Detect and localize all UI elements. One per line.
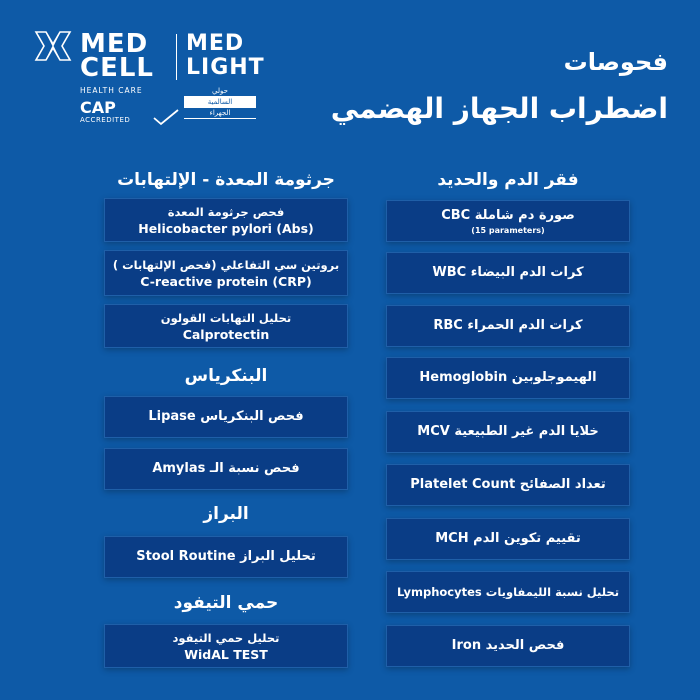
test-item-iron [386, 625, 630, 667]
test-item-label: كرات الدم الحمراء RBC [433, 318, 583, 333]
test-item-lipase [104, 396, 348, 438]
section-heading-pancreas: البنكرياس [184, 366, 268, 386]
test-item-label: الهيموجلوبين Hemoglobin [419, 370, 597, 385]
brand-health-care: HEALTH CARE [80, 86, 143, 95]
test-item-widal [104, 624, 348, 668]
test-item-lymphocytes [386, 571, 630, 613]
test-item-amylas [104, 448, 348, 490]
test-item-calprotectin [104, 304, 348, 348]
test-item-label: تحليل نسبة الليمفاويات Lymphocytes [396, 585, 620, 599]
test-item-label: تحليل البراز Stool Routine [136, 549, 316, 564]
test-item-label: تعداد الصفائح Platelet Count [410, 477, 606, 492]
test-item-sublabel: Helicobacter pylori (Abs) [138, 220, 314, 236]
cap-title: CAP [80, 98, 116, 117]
test-item-label: فحص الحديد Iron [451, 638, 565, 653]
test-item-rbc [386, 305, 630, 347]
test-item-platelet [386, 464, 630, 506]
test-item-sublabel: Calprotectin [182, 326, 270, 342]
page-title-line-2: اضطراب الجهاز الهضمي [330, 92, 668, 125]
section-heading-stool: البراز [203, 504, 249, 524]
page-title-line-1: فحوصات [563, 48, 668, 76]
test-item-mch [386, 518, 630, 560]
logo-mark-icon [34, 28, 72, 62]
brand-med-light: MED LIGHT [186, 31, 265, 80]
test-item-h-pylori [104, 198, 348, 242]
test-item-label: فحص جرثومة المعدة [167, 204, 285, 219]
test-item-label: فحص البنكرياس Lipase [148, 409, 304, 424]
test-item-mcv [386, 411, 630, 453]
test-item-hemoglobin [386, 357, 630, 399]
test-item-label: صورة دم شاملة CBC [441, 207, 575, 223]
test-item-wbc [386, 252, 630, 294]
test-item-crp [104, 250, 348, 296]
med-cell-logo [34, 28, 265, 133]
test-item-label: كرات الدم البيضاء WBC [432, 265, 584, 280]
cap-sub: ACCREDITED [80, 116, 131, 124]
branch-list [184, 86, 256, 119]
test-item-sublabel: (15 parameters) [471, 225, 545, 235]
test-item-label: تقييم تكوين الدم MCH [435, 531, 581, 546]
test-item-label: خلايا الدم غير الطبيعية MCV [417, 424, 599, 439]
cap-accreditation [80, 100, 170, 124]
check-icon [152, 108, 180, 126]
test-item-stool [104, 536, 348, 578]
test-item-label: فحص نسبة الـ Amylas [152, 461, 300, 476]
section-heading-typhoid: حمي التيفود [173, 593, 279, 613]
test-item-sublabel: C-reactive protein (CRP) [140, 273, 312, 289]
right-column-heading: فقر الدم والحديد [437, 170, 579, 190]
branch-item: الجهراء [184, 108, 256, 119]
branch-item: حولي [184, 86, 256, 97]
test-item-label: تحليل التهابات القولون [160, 310, 292, 325]
test-item-label: بروتين سي التفاعلي (فحص الإلتهابات ) [112, 257, 340, 272]
test-item-label: تحليل حمي التيفود [172, 630, 280, 645]
section-heading-h-pylori: جرثومة المعدة - الإلتهابات [117, 170, 335, 190]
brand-med-cell: MED CELL [80, 29, 154, 83]
branch-item: السالمية [184, 97, 256, 108]
test-item-sublabel: WidAL TEST [184, 646, 268, 662]
test-item-cbc [386, 200, 630, 242]
brand-divider [176, 34, 177, 80]
